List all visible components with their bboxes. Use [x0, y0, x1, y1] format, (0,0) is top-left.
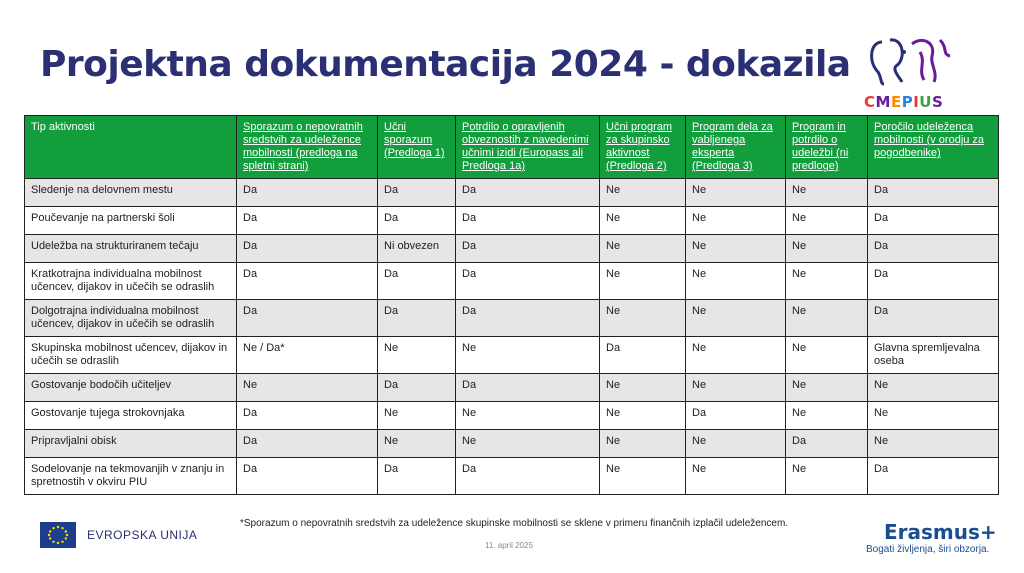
table-cell: Ne [600, 458, 686, 495]
activity-type-cell: Skupinska mobilnost učencev, dijakov in učečih se odraslih [25, 337, 237, 374]
table-row [25, 337, 999, 374]
activity-type-cell: Dolgotrajna individualna mobilnost učencev, dijakov in učečih se odraslih [25, 300, 237, 337]
table-cell: Ne / Da* [237, 337, 378, 374]
table-cell: Ne [686, 374, 786, 402]
table-cell: Da [378, 207, 456, 235]
table-cell: Ne [786, 207, 868, 235]
table-cell: Ne [686, 207, 786, 235]
table-header-row [25, 116, 999, 179]
column-header: Program dela za vabljenega eksperta (Predloga 3) [686, 116, 786, 179]
table-cell: Da [237, 263, 378, 300]
table-cell: Da [868, 300, 999, 337]
logo-letter: C [864, 93, 876, 111]
logo-letter: P [901, 93, 914, 111]
table-cell: Da [456, 300, 600, 337]
activity-type-cell: Poučevanje na partnerski šoli [25, 207, 237, 235]
table-cell: Ne [868, 374, 999, 402]
table-cell: Da [237, 300, 378, 337]
table-cell: Da [868, 235, 999, 263]
table-cell: Ne [868, 402, 999, 430]
table-row [25, 263, 999, 300]
table-cell: Ne [686, 179, 786, 207]
column-header: Poročilo udeleženca mobilnosti (v orodju za pogodbenike) [868, 116, 999, 179]
slide-date: 11. april 2025 [485, 541, 533, 550]
table-cell: Ne [600, 235, 686, 263]
table-cell: Da [237, 458, 378, 495]
table-cell: Da [456, 179, 600, 207]
activity-type-cell: Udeležba na strukturiranem tečaju [25, 235, 237, 263]
table-cell: Da [456, 458, 600, 495]
table-cell: Ne [786, 337, 868, 374]
page-title: Projektna dokumentacija 2024 - dokazila [40, 44, 851, 85]
table-cell: Da [868, 263, 999, 300]
activity-type-cell: Gostovanje tujega strokovnjaka [25, 402, 237, 430]
table-cell: Da [237, 207, 378, 235]
table-cell: Da [786, 430, 868, 458]
activity-type-cell: Gostovanje bodočih učiteljev [25, 374, 237, 402]
table-cell: Da [378, 458, 456, 495]
table-cell: Ne [600, 179, 686, 207]
table-row [25, 430, 999, 458]
logo-letter: I [913, 93, 920, 111]
table-cell: Ne [786, 235, 868, 263]
table-cell: Ne [786, 374, 868, 402]
table-cell: Da [456, 235, 600, 263]
table-cell: Ne [786, 402, 868, 430]
logo-letter: E [890, 93, 902, 111]
table-cell: Ne [600, 207, 686, 235]
table-row [25, 300, 999, 337]
table-cell: Ne [686, 458, 786, 495]
column-header: Tip aktivnosti [25, 116, 237, 179]
column-header: Učni program za skupinsko aktivnost (Predloga 2) [600, 116, 686, 179]
table-row [25, 207, 999, 235]
table-cell: Da [237, 235, 378, 263]
footnote: *Sporazum o nepovratnih sredstvih za udeležence skupinske mobilnosti se sklene v primeru finančnih izplačil udeležencem. [240, 518, 789, 529]
table-cell: Ne [456, 402, 600, 430]
activity-type-cell: Kratkotrajna individualna mobilnost učencev, dijakov in učečih se odraslih [25, 263, 237, 300]
table-cell: Ne [786, 300, 868, 337]
table-cell: Ne [686, 430, 786, 458]
table-cell: Ne [868, 430, 999, 458]
table-cell: Ne [378, 430, 456, 458]
table-row [25, 179, 999, 207]
table-cell: Da [237, 402, 378, 430]
table-cell: Da [868, 179, 999, 207]
logo-letter: M [875, 93, 891, 111]
eu-label: EVROPSKA UNIJA [87, 528, 198, 542]
table-cell: Ne [786, 179, 868, 207]
table-cell: Ne [686, 263, 786, 300]
table-cell: Ne [600, 430, 686, 458]
erasmus-logo: Erasmus+ [884, 520, 997, 544]
table-cell: Da [686, 402, 786, 430]
table-cell: Ne [686, 235, 786, 263]
cmepius-wordmark [864, 93, 943, 111]
table-cell: Ne [237, 374, 378, 402]
table-cell: Da [378, 374, 456, 402]
table-cell: Da [600, 337, 686, 374]
table-cell: Ni obvezen [378, 235, 456, 263]
column-header: Program in potrdilo o udeležbi (ni predloge) [786, 116, 868, 179]
logo-letter: S [931, 93, 944, 111]
table-cell: Ne [786, 458, 868, 495]
column-header: Učni sporazum (Predloga 1) [378, 116, 456, 179]
table-cell: Da [378, 263, 456, 300]
table-cell: Da [237, 179, 378, 207]
table-cell: Ne [686, 300, 786, 337]
table-cell: Ne [600, 402, 686, 430]
activity-type-cell: Pripravljalni obisk [25, 430, 237, 458]
eu-flag-icon [40, 522, 76, 548]
documentation-table [24, 115, 999, 495]
table-cell: Da [378, 179, 456, 207]
erasmus-tagline: Bogati življenja, širi obzorja. [866, 544, 990, 555]
table-cell: Ne [456, 337, 600, 374]
table-cell: Da [456, 263, 600, 300]
table-cell: Ne [786, 263, 868, 300]
table-cell: Da [868, 458, 999, 495]
activity-type-cell: Sledenje na delovnem mestu [25, 179, 237, 207]
table-cell: Ne [600, 263, 686, 300]
table-row [25, 374, 999, 402]
table-cell: Ne [378, 337, 456, 374]
table-cell: Da [456, 207, 600, 235]
table-cell: Ne [686, 337, 786, 374]
table-row [25, 402, 999, 430]
table-cell: Da [237, 430, 378, 458]
table-cell: Ne [600, 374, 686, 402]
table-cell: Da [868, 207, 999, 235]
table-row [25, 458, 999, 495]
table-row [25, 235, 999, 263]
table-cell: Da [378, 300, 456, 337]
table-cell: Ne [600, 300, 686, 337]
column-header: Sporazum o nepovratnih sredstvih za udeležence mobilnosti (predloga na spletni strani) [237, 116, 378, 179]
activity-type-cell: Sodelovanje na tekmovanjih v znanju in spretnostih v okviru PIU [25, 458, 237, 495]
table-cell: Ne [378, 402, 456, 430]
table-cell: Ne [456, 430, 600, 458]
table-cell: Glavna spremljevalna oseba [868, 337, 999, 374]
logo-letter: U [919, 93, 932, 111]
column-header: Potrdilo o opravljenih obveznostih z navedenimi učnimi izidi (Europass ali Predloga 1a) [456, 116, 600, 179]
table-cell: Da [456, 374, 600, 402]
